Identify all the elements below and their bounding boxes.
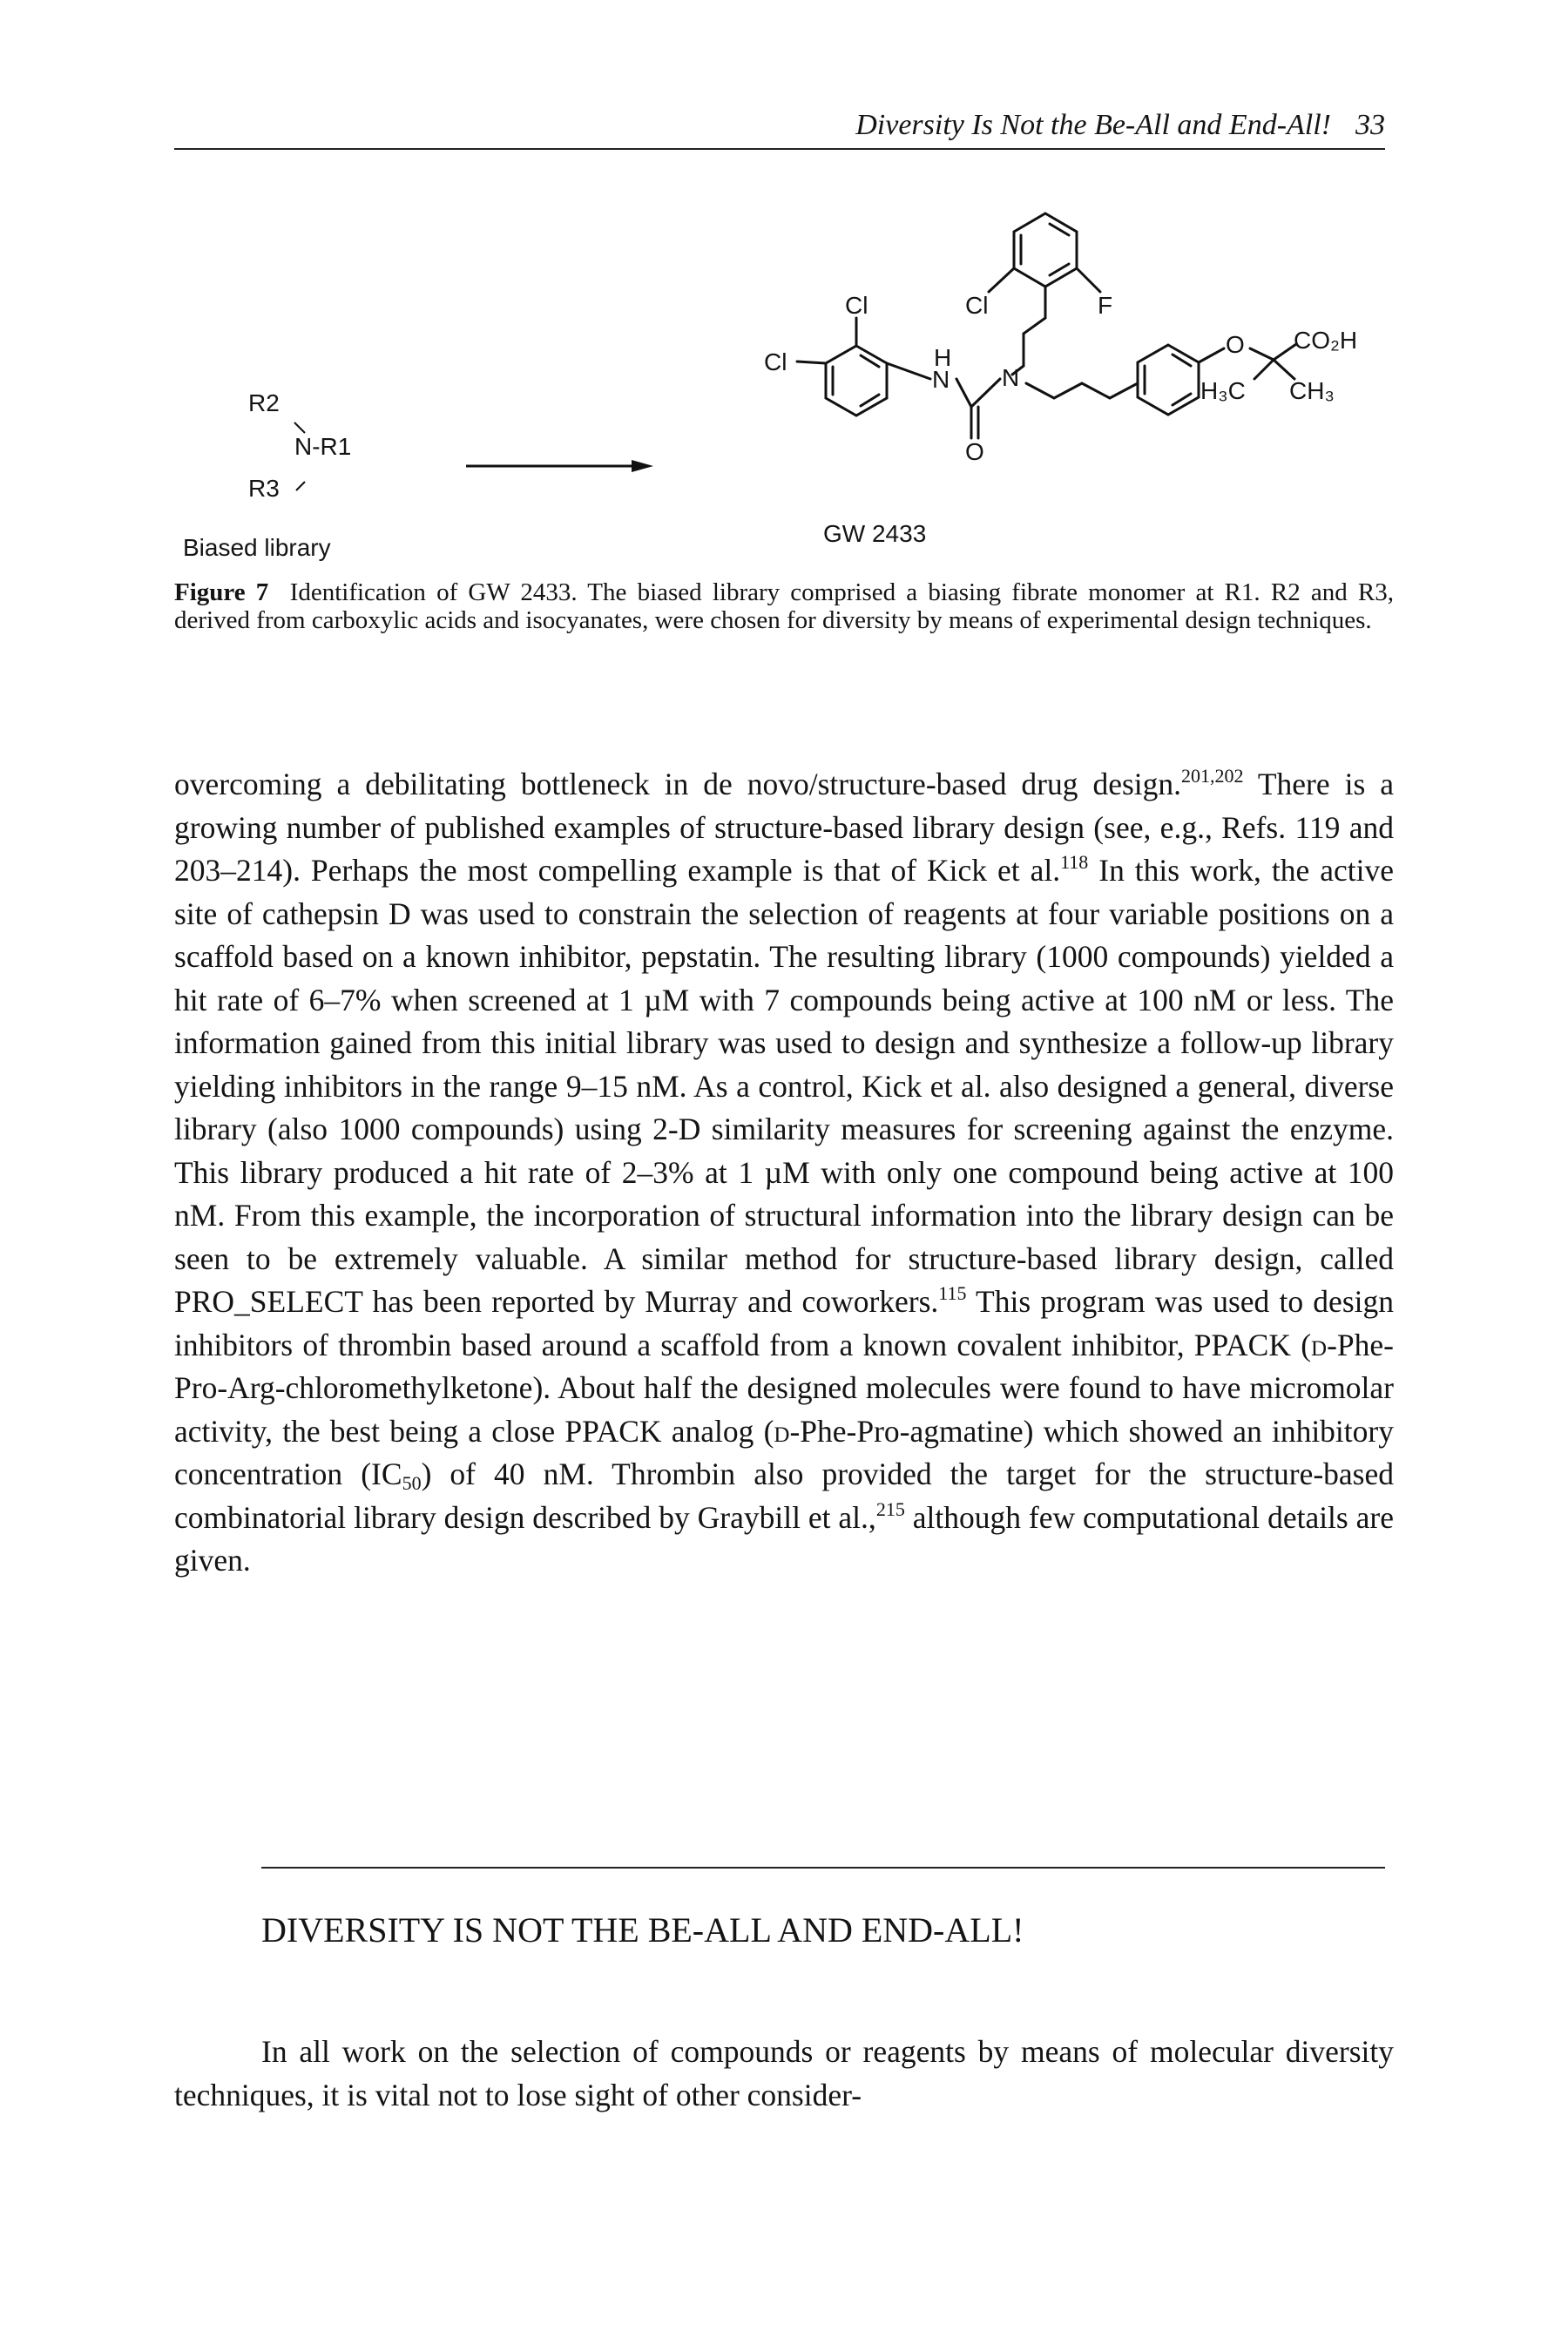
body-paragraph: [174, 763, 1394, 1583]
atom-o-ether: O: [1226, 331, 1245, 358]
body-text-run: -Phe-Pro-Arg-chloromethylketone). About half the designed molecules were found to have micromolar activity, the best being a close PPACK analog (: [174, 1327, 1394, 1449]
section-rule: [261, 1867, 1385, 1869]
atom-cl-mid: Cl: [845, 292, 868, 319]
r2-label: R2: [248, 389, 280, 416]
section-heading: DIVERSITY IS NOT THE BE-ALL AND END-ALL!: [261, 1910, 1024, 1950]
small-caps-d: d: [774, 1413, 790, 1449]
small-caps-d: d: [1311, 1327, 1328, 1362]
section-paragraph: In all work on the selection of compounds or reagents by means of molecular diversity techniques, it is vital not to lose sight of other consider-: [174, 2034, 1394, 2112]
figure-7: [174, 205, 1394, 571]
body-text-run: -Phe-Pro-agmatine) which showed an inhibitory concentration (IC: [174, 1413, 1394, 1491]
dichlorophenyl-ring: [826, 346, 887, 416]
body-text-run: This program was used to design inhibitors of thrombin based around a scaffold from a known covalent inhibitor, PPACK (: [174, 1284, 1394, 1362]
atom-co2h: CO₂H: [1294, 327, 1358, 354]
atom-n1: N: [932, 366, 950, 393]
running-title: Diversity Is Not the Be-All and End-All!: [855, 109, 1331, 141]
n-r1-label: N-R1: [294, 433, 352, 460]
atom-f: F: [1098, 292, 1113, 319]
body-text-run: In this work, the active site of cathepsin D was used to constrain the selection of reagents at four variable positions on a scaffold based on a known inhibitor, pepstatin. The resulting library (1000 compounds) yielded a hit rate of 6–7% when screened at 1 µM with 7 compounds being active at 100 nM or less. The information gained from this initial library was used to design and synthesize a follow-up library yielding inhibitors in the range 9–15 nM. As a control, Kick et al. also designed a general, diverse library (also 1000 compounds) using 2-D similarity measures for screening against the enzyme. This library produced a hit rate of 2–3% at 1 µM with only one compound being active at 100 nM. From this example, the incorporation of structural information into the library design can be seen to be extremely valuable. A similar method for structure-based library design, called PRO_SELECT has been reported by Murray and coworkers.: [174, 853, 1394, 1319]
citation-ref: 215: [875, 1497, 905, 1520]
top-phenyl-ring: [1014, 213, 1077, 287]
atom-h: H: [934, 344, 952, 371]
figure-caption: [174, 578, 1394, 634]
aryl-ether-ring: [1138, 345, 1199, 415]
citation-ref: 115: [938, 1282, 967, 1304]
atom-ch3: CH₃: [1289, 377, 1335, 404]
page-number: 33: [1355, 109, 1385, 141]
citation-ref: 118: [1060, 851, 1089, 873]
biased-library-label: Biased library: [183, 534, 331, 561]
atom-cl-left: Cl: [764, 348, 787, 375]
atom-cl-top: Cl: [965, 292, 989, 319]
body-text-run: overcoming a debilitating bottleneck in de novo/structure-based drug design.: [174, 767, 1182, 801]
running-head: [174, 103, 1385, 150]
atom-h3c: H₃C: [1200, 377, 1246, 404]
figure-caption-text: Identification of GW 2433. The biased library comprised a biasing fibrate monomer at R1. R2 and R3, derived from carboxylic acids and isocyanates, were chosen for diversity by means of experimental design techniques.: [174, 578, 1395, 634]
atom-o-carbonyl: O: [965, 438, 984, 465]
gw2433-label: GW 2433: [823, 520, 927, 547]
body-text-run: There is a growing number of published examples of structure-based library design (see, e.g., Refs. 119 and 203–214). Perhaps the most compelling example is that of Kick et al.: [174, 767, 1394, 888]
atom-n2: N: [1002, 364, 1020, 391]
figure-caption-label: Figure 7: [174, 578, 269, 606]
body-text-run: although few computational details are given.: [174, 1499, 1395, 1578]
r3-label: R3: [248, 475, 280, 502]
subscript-50: 50: [402, 1472, 422, 1494]
body-text-run: ) of 40 nM. Thrombin also provided the target for the structure-based combinatorial library design described by Graybill et al.,: [174, 1456, 1395, 1535]
citation-ref: 201,202: [1181, 765, 1244, 787]
